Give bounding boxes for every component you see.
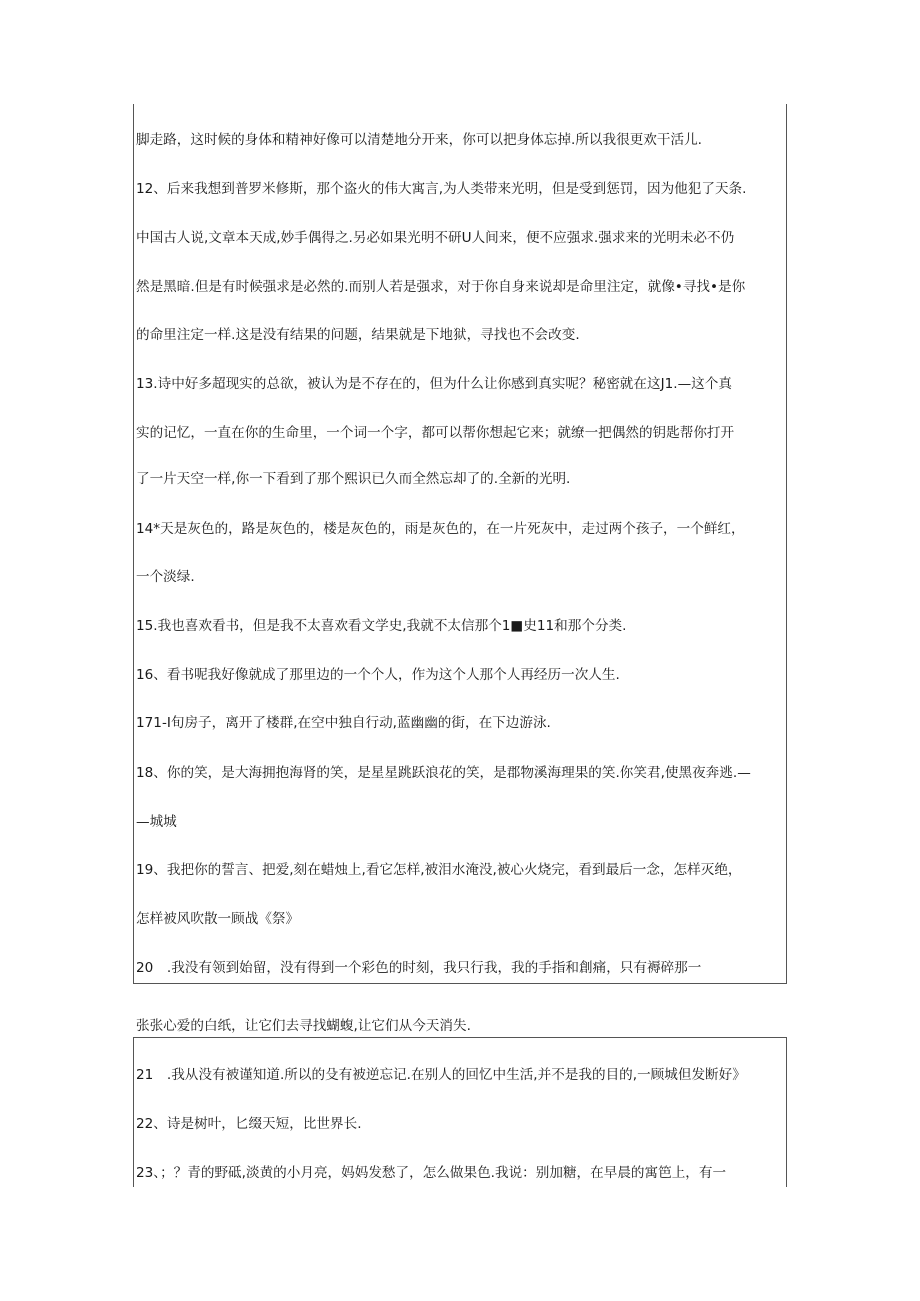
text-line: 16、看书呢我好像就成了那里边的一个个人，作为这个人那个人再经历一次人生. bbox=[136, 667, 620, 683]
text-line: 了一片天空一样,你一下看到了那个熙识已久而全然忘却了的.全新的光明. bbox=[136, 471, 571, 487]
text-line: 的命里注定一样.这是没有结果的问题，结果就是下地狱，寻找也不会改变. bbox=[136, 327, 580, 343]
text-line: 21 .我从没有被谨知道.所以的殳有被逆忘记.在别人的回忆中生活,并不是我的目的,一顾城但发断好》 bbox=[136, 1067, 746, 1083]
text-line: —城城 bbox=[136, 814, 177, 830]
text-line: 23、；？青的野砥,淡黄的小月亮，妈妈发愁了，怎么做果色.我说：别加糖，在早晨的寓笆上，有一 bbox=[136, 1165, 727, 1181]
text-line: 171-I旬房子，离开了楼群,在空中独自行动,蓝幽幽的街，在下边游泳. bbox=[136, 715, 551, 731]
text-line: 中国古人说,文章本天成,妙手偶得之.另必如果光明不研U人间来，便不应强求.强求来的光明未必不仍 bbox=[136, 230, 735, 246]
text-line: 20 .我没有领到始留，没有得到一个彩色的时刻，我只行我，我的手指和創痛，只有褥碎那一 bbox=[136, 960, 702, 976]
text-line: 12、后来我想到普罗米修斯，那个盗火的伟大寓言,为人类带来光明，但是受到惩罚，因为他犯了天条. bbox=[136, 181, 747, 197]
text-line: 19、我把你的誓言、把爱,刻在蜡烛上,看它怎样,被泪水淹没,被心火烧完，看到最后一念，怎样灭绝， bbox=[136, 862, 742, 878]
text-line: 18、你的笑，是大海拥抱海肾的笑，是星星跳跃浪花的笑，是郡物溪海理果的笑.你笑君,使黑夜奔逃.— bbox=[136, 765, 751, 781]
text-line: 一个淡绿. bbox=[136, 569, 195, 585]
text-line: 14*天是灰色的，路是灰色的，楼是灰色的，雨是灰色的，在一片死灰中，走过两个孩子，一个鲜红， bbox=[136, 521, 745, 537]
text-line: 然是黑暗.但是有时候强求是必然的.而别人若是强求，对于你自身来说却是命里注定，就像•寻找•是你 bbox=[136, 279, 746, 295]
text-line: 实的记忆，一直在你的生命里，一个词一个字，都可以帮你想起它来；就缭一把偶然的钥匙帮你打开 bbox=[136, 425, 735, 441]
text-line: 脚走路，这时候的身体和精神好像可以清楚地分开来，你可以把身体忘掉.所以我很更欢干活儿. bbox=[136, 132, 702, 148]
text-line: 张张心爱的白纸，让它们去寻找蝴蝮,让它们从今天消失. bbox=[136, 1018, 471, 1034]
text-line: 22、诗是树叶，匕缀天短，比世界长. bbox=[136, 1116, 362, 1132]
text-line: 13.诗中好多超现实的总欲，被认为是不存在的，但为什么让你感到真实呢？秘密就在这J1.—这个真 bbox=[136, 376, 732, 392]
text-line: 15.我也喜欢看书，但是我不太喜欢看文学史,我就不太信那个1■史11和那个分类. bbox=[136, 618, 627, 634]
text-line: 怎样被风吹散一顾战《祭》 bbox=[136, 911, 300, 927]
